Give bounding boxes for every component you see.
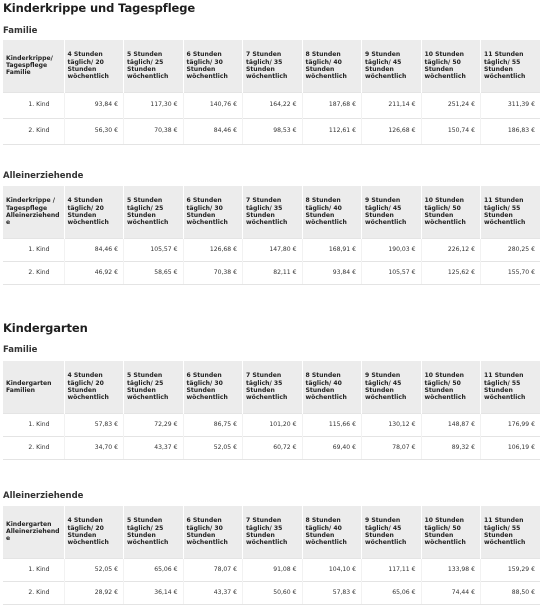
header-corner-cell: Kindergarten Familien: [3, 361, 64, 413]
fee-value-cell: 34,70 €: [64, 436, 124, 459]
header-hours-cell: 9 Stunden täglich/ 45 Stunden wöchentlich: [362, 40, 422, 92]
fee-value-cell: 133,98 €: [421, 558, 481, 581]
fee-value-cell: 168,91 €: [302, 238, 362, 261]
fee-value-cell: 105,57 €: [124, 238, 184, 261]
fee-value-cell: 52,05 €: [183, 436, 243, 459]
row-label-cell: 1. Kind: [3, 92, 64, 118]
fee-value-cell: 147,80 €: [243, 238, 303, 261]
fee-value-cell: 176,99 €: [481, 413, 541, 436]
fee-value-cell: 126,68 €: [362, 118, 422, 144]
header-hours-cell: 9 Stunden täglich/ 45 Stunden wöchentlich: [362, 361, 422, 413]
header-hours-cell: 6 Stunden täglich/ 30 Stunden wöchentlich: [183, 361, 243, 413]
fee-value-cell: 190,03 €: [362, 238, 422, 261]
fee-value-cell: 155,70 €: [481, 261, 541, 284]
fee-value-cell: 56,30 €: [64, 118, 124, 144]
header-hours-cell: 5 Stunden täglich/ 25 Stunden wöchentlich: [124, 506, 184, 558]
fee-value-cell: 65,06 €: [124, 558, 184, 581]
row-label-cell: 1. Kind: [3, 238, 64, 261]
subheading-kiga-familie: Familie: [3, 345, 38, 355]
section-title-kindergarten: Kindergarten: [3, 321, 88, 335]
row-label-cell: 2. Kind: [3, 436, 64, 459]
fee-value-cell: 104,10 €: [302, 558, 362, 581]
fee-value-cell: 91,08 €: [243, 558, 303, 581]
subheading-krippe-familie: Familie: [3, 26, 38, 36]
fee-value-cell: 130,12 €: [362, 413, 422, 436]
table-row: [3, 436, 540, 459]
fee-value-cell: 28,92 €: [64, 581, 124, 604]
header-hours-cell: 4 Stunden täglich/ 20 Stunden wöchentlich: [64, 186, 124, 238]
header-hours-cell: 7 Stunden täglich/ 35 Stunden wöchentlich: [243, 506, 303, 558]
fee-value-cell: 115,66 €: [302, 413, 362, 436]
fee-value-cell: 43,37 €: [183, 581, 243, 604]
table-row: [3, 118, 540, 144]
fee-value-cell: 226,12 €: [421, 238, 481, 261]
row-label-cell: 1. Kind: [3, 413, 64, 436]
table-header-row: [3, 506, 540, 558]
header-hours-cell: 7 Stunden täglich/ 35 Stunden wöchentlich: [243, 361, 303, 413]
header-hours-cell: 11 Stunden täglich/ 55 Stunden wöchentlich: [481, 40, 541, 92]
table-row: [3, 261, 540, 284]
table-row: [3, 92, 540, 118]
fee-value-cell: 78,07 €: [362, 436, 422, 459]
header-hours-cell: 5 Stunden täglich/ 25 Stunden wöchentlich: [124, 40, 184, 92]
header-hours-cell: 10 Stunden täglich/ 50 Stunden wöchentlich: [421, 40, 481, 92]
table-header-row: [3, 361, 540, 413]
header-hours-cell: 5 Stunden täglich/ 25 Stunden wöchentlich: [124, 361, 184, 413]
header-hours-cell: 10 Stunden täglich/ 50 Stunden wöchentlich: [421, 361, 481, 413]
row-label-cell: 2. Kind: [3, 581, 64, 604]
fee-value-cell: 84,46 €: [183, 118, 243, 144]
table-kiga-familie: [3, 361, 540, 460]
fee-value-cell: 251,24 €: [421, 92, 481, 118]
header-hours-cell: 8 Stunden täglich/ 40 Stunden wöchentlich: [302, 186, 362, 238]
fee-value-cell: 88,50 €: [481, 581, 541, 604]
row-label-cell: 2. Kind: [3, 261, 64, 284]
header-corner-cell: Kinderkrippe/ Tagespflege Familie: [3, 40, 64, 92]
fee-value-cell: 78,07 €: [183, 558, 243, 581]
fee-value-cell: 57,83 €: [302, 581, 362, 604]
fee-value-cell: 112,61 €: [302, 118, 362, 144]
fee-value-cell: 43,37 €: [124, 436, 184, 459]
table-krippe-alleinerziehende: [3, 186, 540, 285]
header-hours-cell: 4 Stunden täglich/ 20 Stunden wöchentlich: [64, 361, 124, 413]
header-hours-cell: 4 Stunden täglich/ 20 Stunden wöchentlich: [64, 506, 124, 558]
header-hours-cell: 6 Stunden täglich/ 30 Stunden wöchentlich: [183, 40, 243, 92]
fee-value-cell: 148,87 €: [421, 413, 481, 436]
fee-value-cell: 72,29 €: [124, 413, 184, 436]
fee-value-cell: 69,40 €: [302, 436, 362, 459]
fee-value-cell: 105,57 €: [362, 261, 422, 284]
header-corner-cell: Kindergarten Alleinerziehende: [3, 506, 64, 558]
header-hours-cell: 5 Stunden täglich/ 25 Stunden wöchentlich: [124, 186, 184, 238]
fee-value-cell: 65,06 €: [362, 581, 422, 604]
table-krippe-familie: [3, 40, 540, 145]
header-hours-cell: 11 Stunden täglich/ 55 Stunden wöchentlich: [481, 186, 541, 238]
fee-value-cell: 125,62 €: [421, 261, 481, 284]
fee-value-cell: 117,11 €: [362, 558, 422, 581]
fee-value-cell: 86,75 €: [183, 413, 243, 436]
header-hours-cell: 6 Stunden täglich/ 30 Stunden wöchentlich: [183, 506, 243, 558]
row-label-cell: 1. Kind: [3, 558, 64, 581]
fee-value-cell: 84,46 €: [64, 238, 124, 261]
fee-value-cell: 82,11 €: [243, 261, 303, 284]
fee-value-cell: 46,92 €: [64, 261, 124, 284]
subheading-kiga-alleinerziehende: Alleinerziehende: [3, 491, 84, 501]
table-header-row: [3, 186, 540, 238]
table-row: [3, 413, 540, 436]
fee-value-cell: 52,05 €: [64, 558, 124, 581]
fee-value-cell: 280,25 €: [481, 238, 541, 261]
header-hours-cell: 10 Stunden täglich/ 50 Stunden wöchentlich: [421, 186, 481, 238]
section-title-krippe: Kinderkrippe und Tagespflege: [3, 1, 196, 15]
fee-value-cell: 50,60 €: [243, 581, 303, 604]
fee-value-cell: 58,65 €: [124, 261, 184, 284]
subheading-krippe-alleinerziehende: Alleinerziehende: [3, 171, 84, 181]
fee-value-cell: 186,83 €: [481, 118, 541, 144]
header-hours-cell: 9 Stunden täglich/ 45 Stunden wöchentlich: [362, 186, 422, 238]
table-row: [3, 558, 540, 581]
header-hours-cell: 10 Stunden täglich/ 50 Stunden wöchentlich: [421, 506, 481, 558]
fee-value-cell: 126,68 €: [183, 238, 243, 261]
fee-value-cell: 93,84 €: [302, 261, 362, 284]
fee-value-cell: 311,39 €: [481, 92, 541, 118]
fee-value-cell: 106,19 €: [481, 436, 541, 459]
fee-value-cell: 70,38 €: [124, 118, 184, 144]
table-kiga-alleinerziehende: [3, 506, 540, 605]
fee-value-cell: 93,84 €: [64, 92, 124, 118]
fee-value-cell: 74,44 €: [421, 581, 481, 604]
row-label-cell: 2. Kind: [3, 118, 64, 144]
header-corner-cell: Kinderkrippe / Tagespflege Alleinerziehende: [3, 186, 64, 238]
header-hours-cell: 8 Stunden täglich/ 40 Stunden wöchentlich: [302, 506, 362, 558]
table-row: [3, 238, 540, 261]
header-hours-cell: 7 Stunden täglich/ 35 Stunden wöchentlich: [243, 40, 303, 92]
fee-value-cell: 117,30 €: [124, 92, 184, 118]
header-hours-cell: 7 Stunden täglich/ 35 Stunden wöchentlich: [243, 186, 303, 238]
table-row: [3, 581, 540, 604]
header-hours-cell: 6 Stunden täglich/ 30 Stunden wöchentlich: [183, 186, 243, 238]
table-header-row: [3, 40, 540, 92]
header-hours-cell: 8 Stunden täglich/ 40 Stunden wöchentlich: [302, 40, 362, 92]
header-hours-cell: 8 Stunden täglich/ 40 Stunden wöchentlich: [302, 361, 362, 413]
header-hours-cell: 11 Stunden täglich/ 55 Stunden wöchentlich: [481, 361, 541, 413]
fee-value-cell: 211,14 €: [362, 92, 422, 118]
header-hours-cell: 9 Stunden täglich/ 45 Stunden wöchentlich: [362, 506, 422, 558]
fee-value-cell: 150,74 €: [421, 118, 481, 144]
fee-value-cell: 70,38 €: [183, 261, 243, 284]
fee-value-cell: 98,53 €: [243, 118, 303, 144]
fee-value-cell: 36,14 €: [124, 581, 184, 604]
header-hours-cell: 11 Stunden täglich/ 55 Stunden wöchentlich: [481, 506, 541, 558]
fee-value-cell: 140,76 €: [183, 92, 243, 118]
fee-value-cell: 57,83 €: [64, 413, 124, 436]
fee-value-cell: 164,22 €: [243, 92, 303, 118]
fee-value-cell: 60,72 €: [243, 436, 303, 459]
fee-value-cell: 101,20 €: [243, 413, 303, 436]
fee-value-cell: 187,68 €: [302, 92, 362, 118]
fee-value-cell: 159,29 €: [481, 558, 541, 581]
header-hours-cell: 4 Stunden täglich/ 20 Stunden wöchentlich: [64, 40, 124, 92]
fee-value-cell: 89,32 €: [421, 436, 481, 459]
